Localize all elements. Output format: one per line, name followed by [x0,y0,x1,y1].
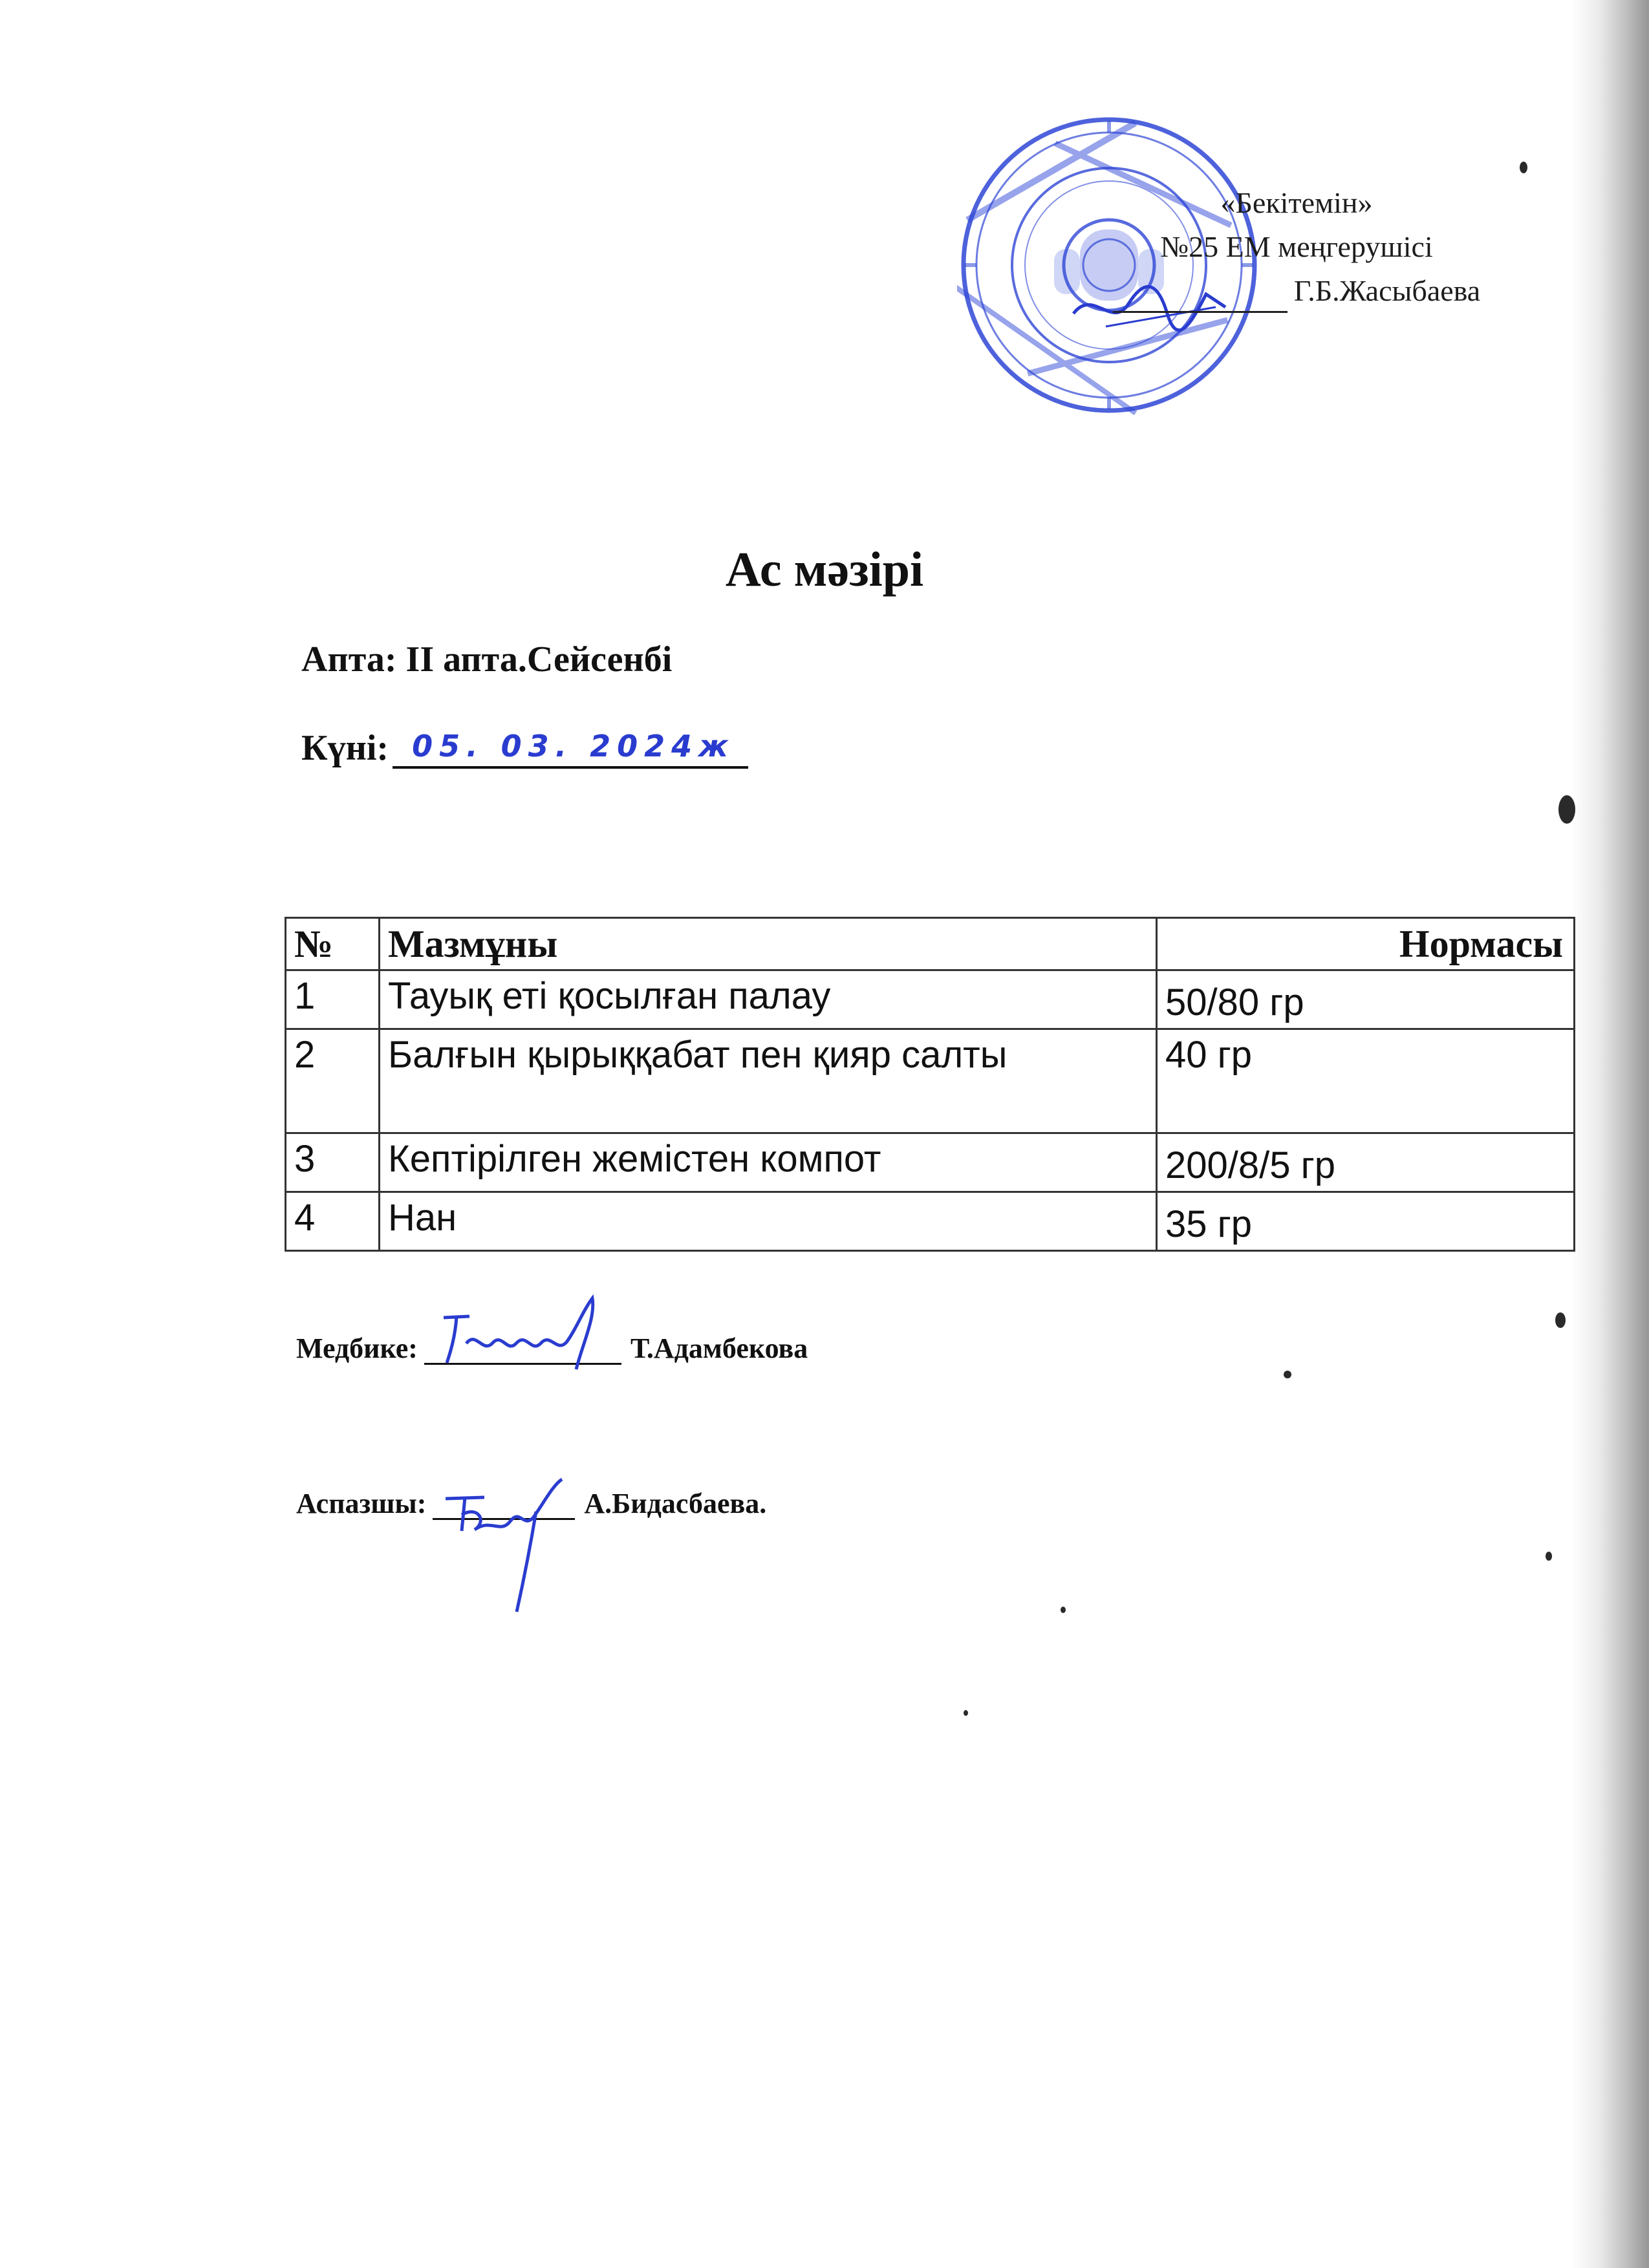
row-number: 2 [286,1029,380,1133]
table-row [286,970,1575,1029]
row-content: Балғын қырыққабат пен қияр салты [380,1029,1157,1133]
table-row [286,1029,1575,1133]
scan-speck [1061,1607,1066,1613]
cook-name: А.Бидасбаева. [584,1488,767,1519]
week-line [301,639,672,680]
cook-signature-line [296,1487,766,1520]
scan-speck [1546,1552,1552,1561]
header-norm: Нормасы [1157,918,1575,970]
header-content: Мазмұны [380,918,1157,970]
row-content: Нан [380,1192,1157,1251]
row-norm: 40 гр [1157,1029,1575,1133]
scan-shadow-edge [1571,0,1649,2268]
nurse-handwritten-signature [431,1292,618,1376]
date-label: Күні: [301,728,389,768]
row-number: 1 [286,970,380,1029]
week-label: Апта: [301,639,397,679]
row-norm: 50/80 гр [1157,970,1575,1029]
nurse-name: Т.Адамбекова [630,1332,808,1364]
date-field [393,727,748,769]
approval-block [1086,181,1507,313]
cook-signature-blank [433,1487,575,1520]
cook-label: Аспазшы: [296,1488,427,1519]
row-norm: 200/8/5 гр [1157,1133,1575,1192]
row-content: Кептірілген жемістен компот [380,1133,1157,1192]
signature-blank [1113,279,1288,313]
date-line [301,727,748,769]
week-value: II апта.Сейсенбі [405,639,673,679]
scan-speck [964,1710,968,1716]
row-content: Тауық еті қосылған палау [380,970,1157,1029]
page-title: Ас мәзірі [725,542,924,597]
date-handwritten: 05. 03. 2024ж [412,729,735,764]
nurse-signature-line [296,1332,808,1365]
nurse-signature-blank [424,1332,621,1365]
approval-signature-line [1113,269,1480,313]
menu-table [285,917,1575,1252]
row-norm: 35 гр [1157,1192,1575,1251]
nurse-label: Медбике: [296,1332,418,1364]
approval-heading: «Бекітемін» [1220,186,1373,219]
scan-speck [1558,795,1575,824]
table-row [286,1133,1575,1192]
table-header-row [286,918,1575,970]
cook-handwritten-signature [439,1460,581,1615]
row-number: 4 [286,1192,380,1251]
scan-speck [1284,1371,1291,1378]
scan-speck [1520,162,1527,173]
header-number: № [286,918,380,970]
approval-position: №25 ЕМ меңгерушісі [1160,230,1433,263]
scan-speck [1555,1312,1566,1328]
table-row [286,1192,1575,1251]
row-number: 3 [286,1133,380,1192]
approval-name: Г.Б.Жасыбаева [1293,274,1481,307]
